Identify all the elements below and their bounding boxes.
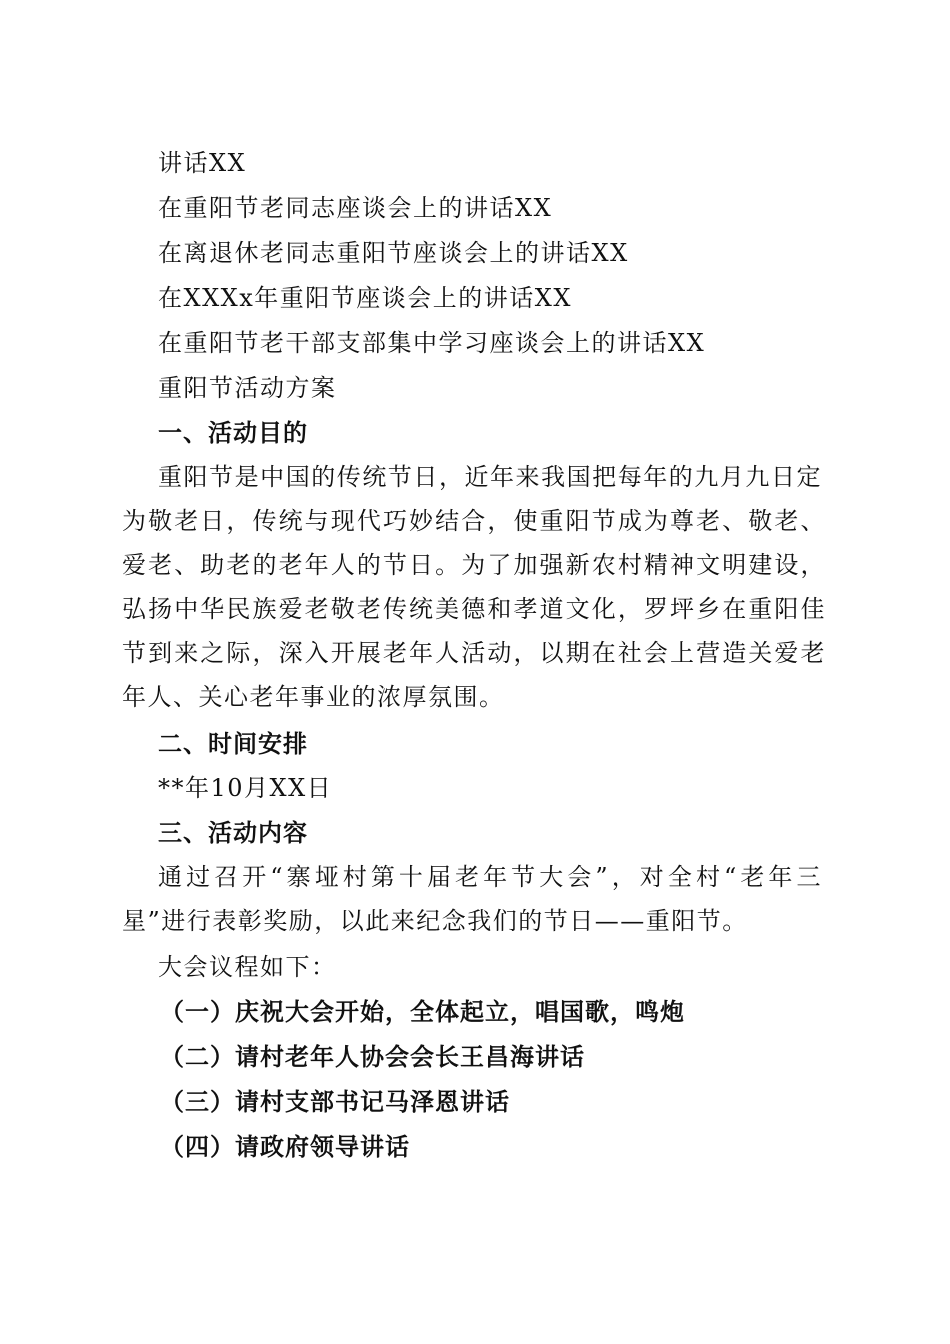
paragraph-line: 为敬老日，传统与现代巧妙结合，使重阳节成为尊老、敬老、 [122, 507, 826, 535]
section-heading-schedule: 二、时间安排 [158, 730, 308, 758]
document-title: 重阳节活动方案 [158, 374, 337, 402]
paragraph-line: 重阳节是中国的传统节日，近年来我国把每年的九月九日定 [158, 463, 822, 491]
schedule-date: **年10月XX日 [158, 774, 333, 802]
agenda-item: （三）请村支部书记马泽恩讲话 [160, 1088, 510, 1116]
section-heading-content: 三、活动内容 [158, 819, 308, 847]
paragraph-line: 星”进行表彰奖励，以此来纪念我们的节日——重阳节。 [122, 907, 748, 935]
agenda-item: （一）庆祝大会开始，全体起立，唱国歌，鸣炮 [160, 998, 685, 1026]
paragraph-line: 弘扬中华民族爱老敬老传统美德和孝道文化，罗坪乡在重阳佳 [122, 595, 826, 623]
toc-entry: 在XXXx年重阳节座谈会上的讲话XX [158, 284, 572, 312]
toc-entry: 在重阳节老同志座谈会上的讲话XX [158, 194, 553, 222]
agenda-intro: 大会议程如下： [158, 953, 337, 981]
paragraph-line: 爱老、助老的老年人的节日。为了加强新农村精神文明建设， [122, 551, 826, 579]
agenda-item: （四）请政府领导讲话 [160, 1133, 410, 1161]
toc-entry: 在重阳节老干部支部集中学习座谈会上的讲话XX [158, 329, 706, 357]
agenda-item: （二）请村老年人协会会长王昌海讲话 [160, 1043, 585, 1071]
toc-entry: 讲话XX [158, 149, 247, 177]
paragraph-line: 年人、关心老年事业的浓厚氛围。 [122, 683, 505, 711]
paragraph-line: 节到来之际，深入开展老年人活动，以期在社会上营造关爱老 [122, 639, 826, 667]
paragraph-line: 通过召开“寨垭村第十届老年节大会”，对全村“老年三 [158, 863, 822, 891]
section-heading-purpose: 一、活动目的 [158, 419, 308, 447]
toc-entry: 在离退休老同志重阳节座谈会上的讲话XX [158, 239, 629, 267]
